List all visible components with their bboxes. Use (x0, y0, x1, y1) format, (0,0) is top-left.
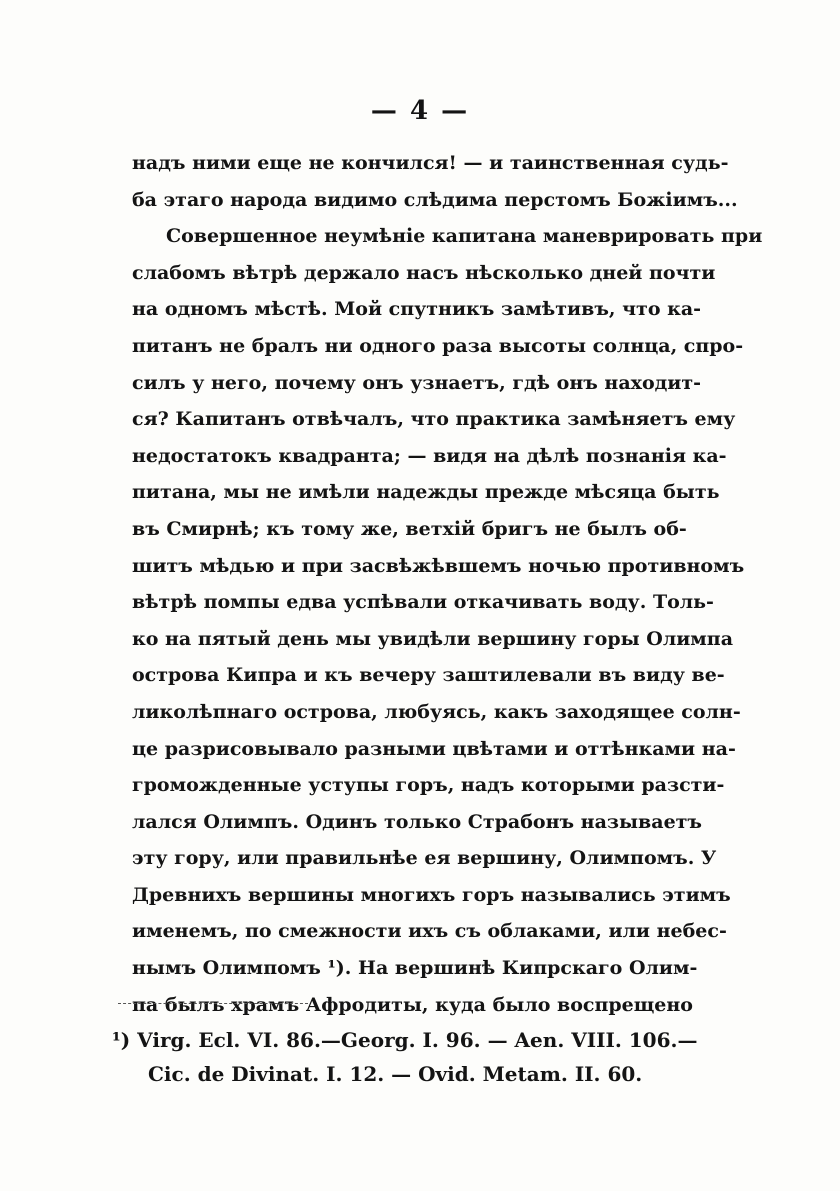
text-line: громожденные уступы горъ, надъ которыми разсти- (132, 774, 725, 797)
text-line: ся? Капитанъ отвѣчалъ, что практика замѣняетъ ему (132, 408, 736, 431)
text-line: питанъ не бралъ ни одного раза высоты солнца, спро- (132, 334, 744, 357)
footnote-divider (118, 1003, 308, 1004)
text-line: питана, мы не имѣли надежды прежде мѣсяца быть (132, 481, 720, 504)
footnote-line: Cic. de Divinat. I. 12. — Ovid. Metam. II. 60. (148, 1062, 643, 1086)
footnote-line: ¹) Virg. Ecl. VI. 86.—Georg. I. 96. — Aen. VIII. 106.— (112, 1028, 698, 1052)
text-line: лался Олимпъ. Одинъ только Страбонъ называетъ (132, 810, 702, 833)
text-line: вѣтрѣ помпы едва успѣвали откачивать воду. Толь- (132, 591, 714, 614)
footnotes (112, 1023, 698, 1091)
text-line: нымъ Олимпомъ ¹). На вершинѣ Кипрскаго Олим- (132, 957, 698, 980)
text-line: на одномъ мѣстѣ. Мой спутникъ замѣтивъ, что ка- (132, 298, 702, 321)
text-line: надъ ними еще не кончился! — и таинственная судь- (132, 152, 729, 174)
body-text (132, 145, 763, 1023)
paragraph-start-line: Совершенное неумѣніе капитана маневрировать при (166, 225, 763, 248)
text-line: Древнихъ вершины многихъ горъ назывались этимъ (132, 883, 731, 906)
text-line: острова Кипра и къ вечеру заштилевали въ виду ве- (132, 664, 725, 687)
text-line: ко на пятый день мы увидѣли вершину горы Олимпа (132, 627, 734, 650)
text-line: эту гору, или правильнѣе ея вершину, Олимпомъ. У (132, 847, 717, 870)
text-line: въ Смирнѣ; къ тому же, ветхій бригъ не былъ об- (132, 517, 687, 540)
text-line: ба этаго народа видимо слѣдима перстомъ Божіимъ... (132, 188, 738, 211)
text-line: именемъ, по смежности ихъ съ облаками, или небес- (132, 920, 727, 943)
text-line: слабомъ вѣтрѣ держало насъ нѣсколько дней почти (132, 261, 716, 284)
text-line: шитъ мѣдью и при засвѣжѣвшемъ ночью противномъ (132, 554, 745, 577)
text-line: це разрисовывало разными цвѣтами и оттѣнками на- (132, 737, 736, 760)
page-number: — 4 — (370, 96, 470, 126)
text-line: недостатокъ квадранта; — видя на дѣлѣ познанія ка- (132, 444, 727, 467)
text-line: силъ у него, почему онъ узнаетъ, гдѣ онъ находит- (132, 371, 702, 394)
text-line: па былъ храмъ Афродиты, куда было воспрещено (132, 993, 693, 1016)
text-line: ликолѣпнаго острова, любуясь, какъ заходящее солн- (132, 700, 741, 723)
